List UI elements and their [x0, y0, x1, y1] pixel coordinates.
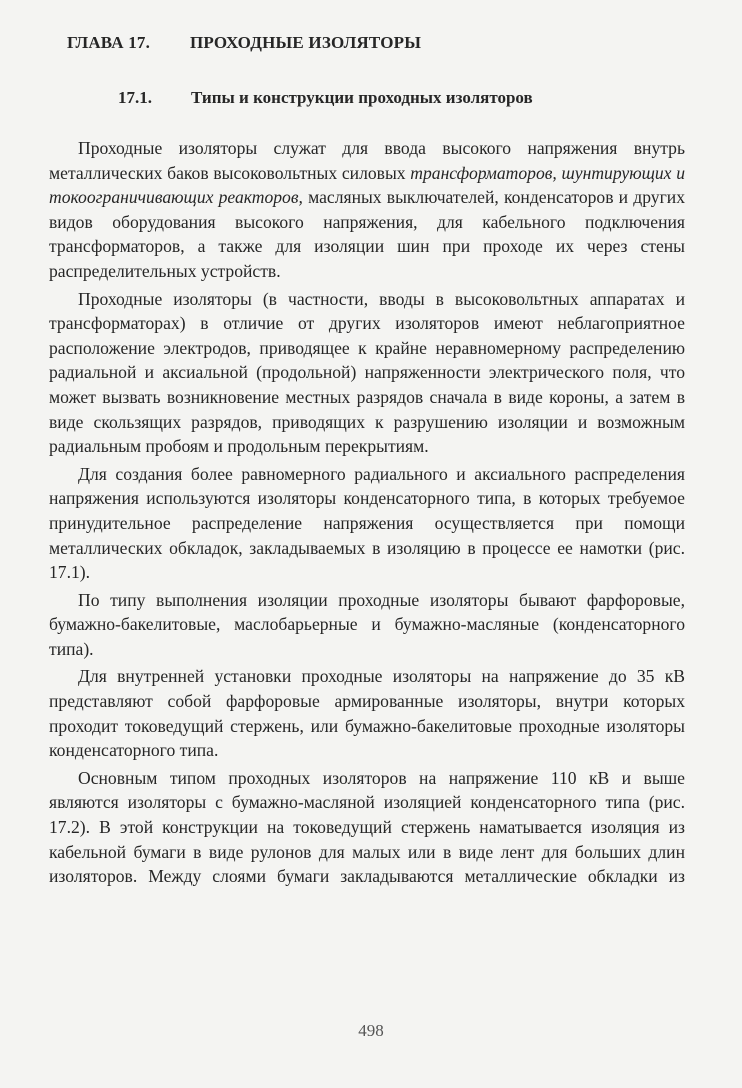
chapter-number: ГЛАВА 17.: [67, 33, 151, 52]
section-title: Типы и конструкции проходных изоляторов: [191, 88, 533, 107]
section-heading: [118, 88, 533, 108]
paragraph-1-italic-text: трансформаторов, шунтирующих и токоограничивающих реакторов,: [49, 162, 685, 208]
body-text: [49, 136, 685, 892]
page-number: 498: [358, 1021, 384, 1040]
paragraph-4: По типу выполнения изоляции проходные изоляторы бывают фарфоровые, бумажно-бакелитовые, маслобарьерные и бумажно-масляные (конденсаторного типа).: [49, 589, 685, 659]
chapter-title: ПРОХОДНЫЕ ИЗОЛЯТОРЫ: [190, 33, 422, 52]
paragraph-6: Основным типом проходных изоляторов на напряжение 110 кВ и выше являются изоляторы с бумажно-масляной изоляцией конденсаторного типа (рис. 17.2). В этой конструкции на токоведущий стержень наматывается изоляция из кабельной бумаги в виде рулонов для малых или в виде лент для больших длин изоляторов. Между слоями бумаги закладываются металлические обкладки из: [49, 767, 685, 887]
paragraph-3: Для создания более равномерного радиального и аксиального распределения напряжения используются изоляторы конденсаторного типа, в которых требуемое принудительное распределение напряжения осуществляется при помощи металлических обкладок, закладываемых в изоляцию в процессе ее намотки (рис. 17.1).: [49, 463, 685, 583]
chapter-heading: [67, 33, 421, 53]
paragraph-2: Проходные изоляторы (в частности, вводы в высоковольтных аппаратах и трансформаторах) в отличие от других изоляторов имеют неблагоприятное расположение электродов, приводящее к крайне неравномерному распределению радиальной и аксиальной (продольной) напряженности электрического поля, что может вызвать возникновение местных разрядов сначала в виде короны, а затем в виде скользящих разрядов, приводящих к разрушению изоляции и возможным радиальным пробоям и продольным перекрытиям.: [49, 288, 685, 457]
paragraph-1: [49, 136, 685, 284]
paragraph-5: Для внутренней установки проходные изоляторы на напряжение до 35 кВ представляют собой фарфоровые армированные изоляторы, внутри которых проходит токоведущий стержень, или бумажно-бакелитовые проходные изоляторы конденсаторного типа.: [49, 666, 685, 761]
paragraph-1-text-before: Проходные изоляторы служат для ввода высокого напряжения внутрь металлических баков высоковольтных силовых: [49, 138, 685, 183]
paragraph-1-text-after: масляных выключателей, конденсаторов и других видов оборудования высокого напряжения, для кабельного подключения трансформаторов, а также для изоляции шин при проходе их через стены распределительных устройств.: [49, 187, 685, 281]
section-number: 17.1.: [118, 88, 152, 107]
